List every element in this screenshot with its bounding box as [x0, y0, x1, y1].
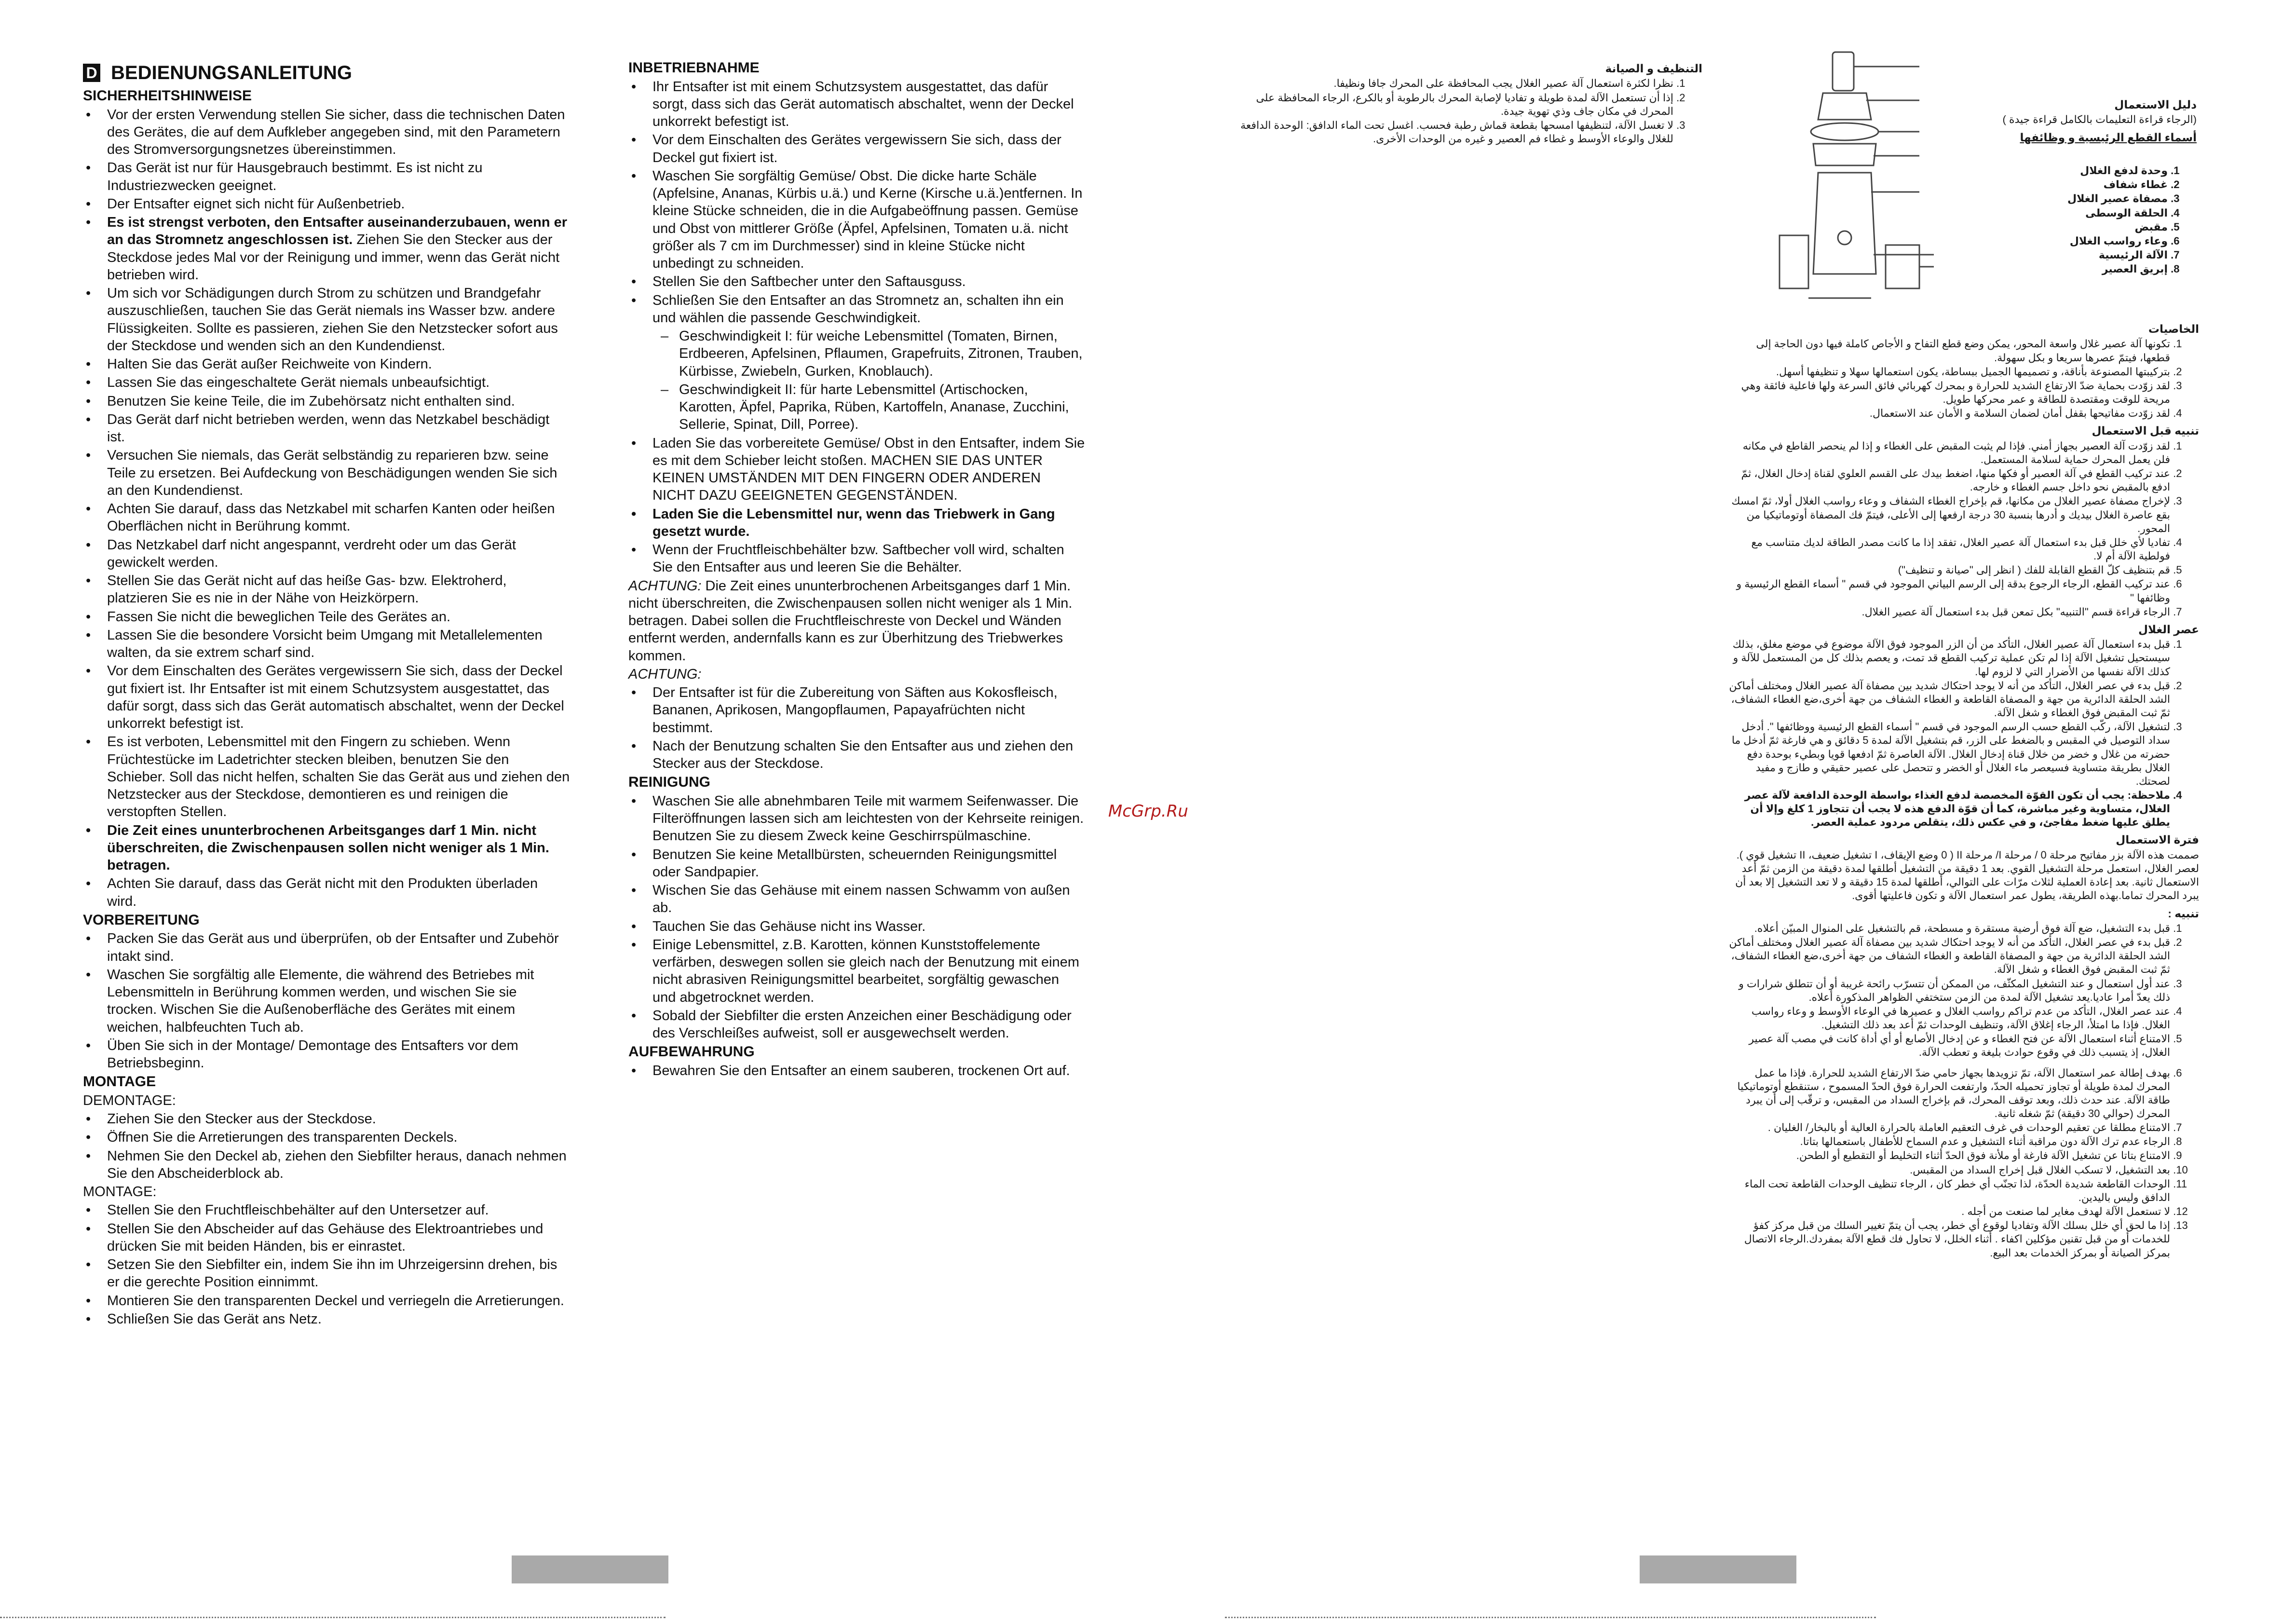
- duration-text: صممت هذه الآلة بزر مفاتيح مرحلة 0 / مرحلة I/ مرحلة II ( 0 وضع الإيقاف، I تشغيل ضعيف، II تشغيل قوي ). لعصر الغلال، استعمل مرحلة التشغيل القوي. بعد 1 دقيقة من التشغيل أطلقها لمدة دقيقة من الزمن ثمّ أعد الاستعمال ثانية. بعد إعادة العملية لثلاث مرّات على التوالي، أطلقها لمدة 15 دقيقة و لا تعد التشغيل إلا بعد أن يبرد المحرك تماما.بهذه الطريقة، يطول عمر استعمال الآلة و تكون فاعليتها أقوى.: [1735, 848, 2199, 902]
- list-item: • Stellen Sie den Saftbecher unter den Saftausguss.: [652, 273, 1085, 290]
- list-item: • Laden Sie die Lebensmittel nur, wenn das Triebwerk in Gang gesetzt wurde.: [652, 505, 1085, 541]
- duration-heading: فترة الاستعمال: [2116, 833, 2199, 846]
- list-item: • Vor dem Einschalten des Gerätes vergewissern Sie sich, dass der Deckel gut fixiert ist. Ihr Entsafter ist mit einem Schutzsystem ausgestattet, das dafür sorgt, dass sich das Gerät automatisch abschaltet, wenn der Deckel unkorrekt befestigt ist.: [107, 662, 570, 732]
- pusher-illustration: [1833, 52, 1854, 91]
- list-item: • Fassen Sie nicht die beweglichen Teile des Gerätes an.: [107, 608, 570, 626]
- cleaning-list: [628, 792, 1085, 1042]
- arabic-cleaning-section: [1220, 58, 1702, 146]
- prep-heading: VORBEREITUNG: [83, 912, 200, 928]
- list-item: • Üben Sie sich in der Montage/ Demontage des Entsafters vor dem Betriebsbeginn.: [107, 1037, 570, 1072]
- list-item: • Bewahren Sie den Entsafter an einem sauberen, trockenen Ort auf.: [652, 1062, 1085, 1079]
- list-item: 11. الوحدات القاطعة شديدة الحدّة، لذا تجنّب أي خطر كان ، الرجاء تنظيف الوحدات القاطعة تحت الماء الدافق وليس باليدين.: [1724, 1177, 2170, 1204]
- part-item: 6. وعاء رواسب الغلال: [1734, 234, 2168, 248]
- operation-list-2: [628, 435, 1085, 576]
- list-item: 4. لقد زوّدت مفاتيحها بقفل أمان لضمان السلامة و الأمان عند الاستعمال.: [1724, 407, 2170, 420]
- operation-heading: INBETRIEBNAHME: [628, 60, 760, 76]
- warning-rest: Ziehen Sie den Stecker aus der Steckdose jedes Mal vor der Reinigung und immer, wenn das Gerät nicht betrieben wird.: [107, 232, 560, 283]
- list-item: 8. الرجاء عدم ترك الآلة دون مراقبة أثناء التشغيل و عدم السماح للأطفال باستعمالها بتاتا.: [1724, 1135, 2170, 1148]
- mount-list: [83, 1201, 570, 1328]
- list-item: • Achten Sie darauf, dass das Netzkabel mit scharfen Kanten oder heißen Oberflächen nicht in Berührung kommt.: [107, 500, 570, 535]
- list-item: • Wenn der Fruchtfleischbehälter bzw. Saftbecher voll wird, schalten Sie den Entsafter aus und leeren Sie die Behälter.: [652, 541, 1085, 576]
- list-item: 3. عند أول استعمال و عند التشغيل المكثّف، من الممكن أن تتسرّب رائحة غريبة أو أن تتطلق شرارات و ذلك يعدّ أمرا عاديا.يعد تشغيل الآلة لمدة من الزمن ستختفي الظواهر المذكورة أعلاه.: [1724, 977, 2170, 1004]
- list-item: 10. بعد التشغيل، لا تسكب الغلال قبل إخراج السداد من المقبس.: [1724, 1163, 2170, 1177]
- page-number-bar-left: [512, 1555, 668, 1583]
- parts-heading: أسماء القطع الرئيسية و وظائفها: [2020, 131, 2197, 144]
- list-item: 2. قبل بدء في عصر الغلال، التأكد من أنه لا يوجد احتكاك شديد بين مصفاة آلة عصير الغلال ومختلف أماكن الشد الحلقة الدائرية من جهة و المصفاة القاطعة و الغطاء الشفاف من جهة أخرى،ضع الغطاء الشفاف، ثمّ ثبت المقبض فوق الغطاء و شغل الآلة.: [1724, 936, 2170, 976]
- list-item: 1. قبل بدء التشغيل، ضع آلة فوق أرضية مستقرة و مسطحة، قم بالتشغيل على المنوال المبيّن أعلاه.: [1724, 922, 2170, 935]
- watermark: McGrp.Ru: [1108, 802, 1188, 821]
- list-item: • Stellen Sie das Gerät nicht auf das heiße Gas- bzw. Elektroherd, platzieren Sie es nie in der Nähe von Heizkörpern.: [107, 572, 570, 607]
- list-item: • Um sich vor Schädigungen durch Strom zu schützen und Brandgefahr auszuschließen, tauchen Sie das Gerät niemals ins Wasser bzw. andere Flüssigkeiten. Sollte es passieren, ziehen Sie den Netzstecker sofort aus der Steckdose und wenden sich an den Kundendienst.: [107, 285, 570, 355]
- bold-warning: Es ist strengst verboten, den Entsafter auseinanderzubauen, wenn er an das Stromnetz angeschlossen ist.: [107, 215, 568, 248]
- attention-label-2: ACHTUNG:: [628, 666, 702, 682]
- arabic-cleaning-list: [1220, 77, 1702, 146]
- before-use-list: [1724, 439, 2199, 619]
- attention-text: Die Zeit eines ununterbrochenen Arbeitsganges darf 1 Min. nicht überschreiten, die Zwischenpausen sollen nicht weniger als 1 Min. betragen. Dabei sollen die Fruchtfleischreste von Deckel und Wänden entfernt werden, andernfalls kann es zur Überhitzung des Triebwerkes kommen.: [628, 578, 1073, 664]
- list-item: • Schließen Sie den Entsafter an das Stromnetz an, schalten ihn ein und wählen die passende Geschwindigkeit.: [652, 292, 1085, 327]
- attention-list: [628, 684, 1085, 772]
- part-item: 3. مصفاة عصير الغلال: [1734, 192, 2168, 205]
- list-item: 1. لقد زوّدت آلة العصير بجهاز أمني. فإذا لم يثبت المقبض على الغطاء و إذا لم ينحصر القاطع في مكانه فلن يعمل المحرك حماية لسلامة المستعمل.: [1724, 439, 2170, 466]
- german-column-right: [628, 58, 1085, 1080]
- list-item: • Waschen Sie sorgfältig Gemüse/ Obst. Die dicke harte Schäle (Apfelsine, Ananas, Kürbis u.ä.) und Kerne (Kirsche u.ä.)entfernen. In kleine Stücke schneiden, die in die Aufgabeöffnung passen. Gemüse und Obst von mittlerer Größe (Äpfel, Apfelsinen, Tomaten u.ä. nicht größer als 7 cm im Durchmesser) sind in kleine Stücke nicht unbedingt zu schneiden.: [652, 167, 1085, 273]
- list-item: 13. إذا ما لحق أي خلل بسلك الآلة وتفاديا لوقوع أي خطر، يجب أن يتمّ تغيير السلك من قبل مركز كفؤ للخدمات أو من قبل تقنين مؤكلين اكفاء . أثناء الخلل، لا تحاول فك قطع الآلة بمفردك.الرجاء الاتصال بمركز الصيانة أو بمركز الخدمات بعد البيع.: [1724, 1219, 2170, 1259]
- mount-label: MONTAGE:: [83, 1184, 157, 1200]
- list-item: 9. الامتناع بتاتا عن تشغيل الآلة فارغة أو ملأنة فوق الحدّ أثناء التخليط أو التقطيع أو الطحن.: [1724, 1149, 2170, 1162]
- cleaning-heading: REINIGUNG: [628, 774, 711, 791]
- list-item: • Einige Lebensmittel, z.B. Karotten, können Kunststoffelemente verfärben, deswegen sollen sie gleich nach der Benutzung mit einem nicht abrasiven Reinigungsmittel bearbeitet, sorgfältig gewaschen und abgetrocknet werden.: [652, 936, 1085, 1006]
- list-item: • Ihr Entsafter ist mit einem Schutzsystem ausgestattet, das dafür sorgt, dass sich das Gerät automatisch abschaltet, wenn der Deckel unkorrekt befestigt ist.: [652, 78, 1085, 131]
- list-item: 6. بهدف إطالة عمر استعمال الآلة، تمّ تزويدها بجهاز حامي ضدّ الارتفاع الشديد للحرارة. فإذا ما عمل المحرك لمدة طويلة أو تجاوز تحميله الحدّ، وارتفعت الحرارة فوق الحدّ المسموح ، ستنقطع أوتوماتيكيا طاقة الآلة. عند حدث ذلك، وبعد توقف المحرك، قم بإخراج السداد من المقبس، و ترقّب إلى أن يبرد المحرك (حوالي 30 دقيقة) ثمّ شغله ثانية.: [1724, 1066, 2170, 1121]
- juicing-heading: عصر الغلال: [2138, 623, 2199, 636]
- list-item: • Stellen Sie den Abscheider auf das Gehäuse des Elektroantriebes und drücken Sie mit beiden Händen, bis er einrastet.: [107, 1220, 570, 1255]
- german-column-left: [83, 58, 570, 1329]
- guide-subtitle: (الرجاء قراءة التعليمات بالكامل قراءة جيدة ): [2002, 113, 2197, 126]
- list-item: • Die Zeit eines ununterbrochenen Arbeitsganges darf 1 Min. nicht überschreiten, die Zwischenpausen sollen nicht weniger als 1 Min. betragen.: [107, 822, 570, 874]
- part-item: 1. وحدة لدفع الغلال: [1734, 164, 2168, 177]
- list-item: • Schließen Sie das Gerät ans Netz.: [107, 1310, 570, 1328]
- list-item: • Vor der ersten Verwendung stellen Sie sicher, dass die technischen Daten des Gerätes, die auf dem Aufkleber angegeben sind, mit den Parametern des Stromversorgungsnetzes übereinstimmen.: [107, 106, 570, 159]
- list-item: • Achten Sie darauf, dass das Gerät nicht mit den Produkten überladen wird.: [107, 875, 570, 910]
- speed-list: [628, 327, 1085, 434]
- list-item: 4. ملاحظة: يجب أن تكون القوّة المخصصة لدفع الغذاء بواسطة الوحدة الدافعة لآلة عصر الغلال، متساوية وغير مباشرة، كما أن قوّة الدفع هذه لا يجب أن تتجاوز 1 كلغ وإلا أن يطلق عليها ضغط مفاجئ، و في عكس ذلك، يتقلص مردود عملية العصر.: [1724, 789, 2170, 829]
- features-list: [1724, 337, 2199, 420]
- list-item: • Der Entsafter ist für die Zubereitung von Säften aus Kokosfleisch, Bananen, Aprikosen, Mangopflaumen, Papayafrüchten nicht bestimmt.: [652, 684, 1085, 736]
- attention-label: ACHTUNG:: [628, 578, 702, 594]
- list-item: • Das Gerät darf nicht betrieben werden, wenn das Netzkabel beschädigt ist.: [107, 411, 570, 446]
- list-item: • Wischen Sie das Gehäuse mit einem nassen Schwamm von außen ab.: [652, 882, 1085, 917]
- list-item: 4. تفاديا لأي خلل قبل بدء استعمال آلة عصير الغلال، تفقد إذا ما كانت مصدر الطاقة لديك متناسب مع فولطية الآلة أم لا.: [1724, 536, 2170, 563]
- speed-item: – Geschwindigkeit II: für harte Lebensmittel (Artischocken, Karotten, Äpfel, Paprika, Rüben, Kartoffeln, Ananase, Zucchini, Sellerie, Spinat, Dill, Porree).: [679, 381, 1085, 434]
- list-item: • Nehmen Sie den Deckel ab, ziehen den Siebfilter heraus, danach nehmen Sie den Abscheiderblock ab.: [107, 1147, 570, 1183]
- features-heading: الخاصيات: [2148, 323, 2199, 335]
- storage-heading: AUFBEWAHRUNG: [628, 1044, 755, 1060]
- list-item: • Nach der Benutzung schalten Sie den Entsafter aus und ziehen den Stecker aus der Steckdose.: [652, 737, 1085, 773]
- list-item: • Waschen Sie sorgfältig alle Elemente, die während des Betriebes mit Lebensmitteln in Berührung kommen werden, und wischen Sie sie trocken. Wischen Sie die Außenoberfläche des Gerätes mit einem weichen, halbfeuchten Tuch ab.: [107, 966, 570, 1036]
- list-item: • Ziehen Sie den Stecker aus der Steckdose.: [107, 1110, 570, 1128]
- safety-heading: SICHERHEITSHINWEISE: [83, 88, 252, 104]
- language-badge: D: [83, 64, 100, 82]
- list-item: • Lassen Sie die besondere Vorsicht beim Umgang mit Metallelementen walten, da sie extrem scharf sind.: [107, 627, 570, 662]
- part-item: 5. مقبض: [1734, 220, 2168, 234]
- list-item: • Stellen Sie den Fruchtfleischbehälter auf den Untersetzer auf.: [107, 1201, 570, 1219]
- list-item: 6. عند تركيب القطع، الرجاء الرجوع بدقة إلى الرسم البياني الموجود في قسم " أسماء القطع الرئيسية و وظائفها ": [1724, 577, 2170, 604]
- page-title: [83, 61, 570, 85]
- list-item: • Halten Sie das Gerät außer Reichweite von Kindern.: [107, 355, 570, 373]
- list-item: 2. بتركيبتها المصنوعة بأناقة، و تصميمها الجميل ببساطة، يكون استعمالها سهلا و تنظيفها أسهل.: [1724, 365, 2170, 379]
- list-item: 1. نظرا لكثرة استعمال آلة عصير الغلال يجب المحافظة على المحرك جافا ونظيفا.: [1220, 77, 1673, 90]
- list-item: 3. لتشغيل الآلة، ركّب القطع حسب الرسم الموجود في قسم " أسماء القطع الرئيسية ووظائفها ". أدخل سداد التوصيل في المقبس و بالضغط على الزر، قم بتشغيل الآلة لمدة 5 دقائق و هي فارغة ثمّ أدخل ما حضرته من غلال و خضر من خلال قناة إدخال الغلال. الآلة العاصرة ثمّ ادفعها قويا وبطيء بوحدة دفع الغلال بطريقة متساوية فسيعصر ماء الغلال أو الخضر و تتحصل على عصير حقيقي و طازج و مفيد لصحتك.: [1724, 720, 2170, 788]
- list-item: 4. عند عصر الغلال، التأكد من عدم تراكم رواسب الغلال و عصيرها في الوعاء الأوسط و وعاء رواسب الغلال. فإذا ما امتلأ، الرجاء إغلاق الآلة، وتنظيف الوحدات ثمّ أعد بعد ذلك التشغيل.: [1724, 1005, 2170, 1032]
- list-item: • Es ist verboten, Lebensmittel mit den Fingern zu schieben. Wenn Früchtestücke im Ladetrichter stecken bleiben, benutzen Sie den Schieber. Soll das nicht helfen, schalten Sie das Gerät aus und ziehen den Netzstecker aus der Steckdose, demontieren es und reinigen die verstopften Stellen.: [107, 733, 570, 820]
- guide-title: دليل الاستعمال: [2114, 98, 2197, 111]
- warning-heading: تنبيه :: [2168, 907, 2199, 920]
- list-item: 5. قم بتنظيف كلّ القطع القابلة للفك ( انظر إلى "صيانة و تنظيف"): [1724, 563, 2170, 577]
- cut-line-right: [1225, 1617, 1876, 1618]
- list-item: 3. لا تغسل الآلة، لتنظيفها امسحها بقطعة قماش رطبة فحسب. اغسل تحت الماء الدافق: الوحدة الدافعة للغلال والوعاء الأوسط و غطاء فم العصير و غيره من الوحدات الأخرى.: [1220, 119, 1673, 146]
- mount-heading: MONTAGE: [83, 1074, 156, 1090]
- list-item: • Laden Sie das vorbereitete Gemüse/ Obst in den Entsafter, indem Sie es mit dem Schieber leicht stoßen. MACHEN SIE DAS UNTER KEINEN UMSTÄNDEN MIT DEN FINGERN ODER ANDEREN NICHT DAZU GEEIGNETEN GEGENSTÄNDEN.: [652, 435, 1085, 505]
- part-item: 8. إبريق العصير: [1734, 262, 2168, 276]
- list-item: 1. تكونها آلة عصير غلال واسعة المحور، يمكن وضع قطع التفاح و الأجاص كاملة فيها دون الحاجة إلى قطعها، فيتمّ عصرها سريعا و بكل سهولة.: [1724, 337, 2170, 364]
- warning-list-2: [1724, 1066, 2199, 1260]
- parts-list: [1734, 164, 2197, 276]
- list-item: 12. لا تستعمل الآلة لهدف مغاير لما صنعت من أجله .: [1724, 1205, 2170, 1218]
- list-item: • Tauchen Sie das Gehäuse nicht ins Wasser.: [652, 918, 1085, 935]
- list-item: • Vor dem Einschalten des Gerätes vergewissern Sie sich, dass der Deckel gut fixiert ist.: [652, 131, 1085, 166]
- list-item: 7. الرجاء قراءة قسم "التنبيه" بكل تمعن قبل بدء استعمال آلة عصير الغلال.: [1724, 605, 2170, 619]
- list-item: • Der Entsafter eignet sich nicht für Außenbetrieb.: [107, 195, 570, 213]
- list-item: 1. قبل بدء استعمال آلة عصير الغلال، التأكد من أن الزر الموجود فوق الآلة موضوع في موضع مغلق، بذلك سيستحيل تشغيل الآلة إذا لم تكن عملية تركيب القطع قد تمت، و يعصم بذلك كل من المستعمل للآلة و كذلك الآلة نفسها من الأضرار التي لا لزوم لها.: [1724, 638, 2170, 678]
- juicing-list: [1724, 638, 2199, 829]
- list-item: • Das Gerät ist nur für Hausgebrauch bestimmt. Es ist nicht zu Industriezwecken geeignet.: [107, 159, 570, 194]
- part-item: 2. غطاء شفاف: [1734, 178, 2168, 191]
- before-use-heading: تنبيه قبل الاستعمال: [2092, 424, 2199, 437]
- operation-list: [628, 78, 1085, 327]
- part-item: 4. الحلقة الوسطى: [1734, 206, 2168, 220]
- list-item: 2. إذا أن تستعمل الآلة لمدة طويلة و تفاديا لإصابة المحرك بالرطوبة أو بالكرع، الرجاء المحافظة على المحرك في مكان جاف وذي تهوية جيدة.: [1220, 91, 1673, 118]
- list-item: • Lassen Sie das eingeschaltete Gerät niemals unbeaufsichtigt.: [107, 374, 570, 391]
- list-item: [107, 214, 570, 284]
- cut-line-left: [0, 1617, 666, 1618]
- title-text: BEDIENUNGSANLEITUNG: [111, 62, 353, 83]
- part-item: 7. الآلة الرئيسية: [1734, 248, 2168, 262]
- warning-list: [1724, 922, 2199, 1060]
- attention-paragraph: [628, 577, 1085, 665]
- list-item: • Das Netzkabel darf nicht angespannt, verdreht oder um das Gerät gewickelt werden.: [107, 536, 570, 572]
- arabic-cleaning-heading: التنظيف و الصيانة: [1605, 62, 1702, 75]
- prep-list: [83, 930, 570, 1072]
- list-item: • Waschen Sie alle abnehmbaren Teile mit warmem Seifenwasser. Die Filteröffnungen lassen sich am leichtesten von der Kehrseite reinigen. Benutzen Sie zu diesem Zweck keine Geschirrspülmaschine.: [652, 792, 1085, 845]
- page-number-bar-right: [1640, 1555, 1796, 1583]
- storage-list: [628, 1062, 1085, 1079]
- list-item: • Benutzen Sie keine Teile, die im Zubehörsatz nicht enthalten sind.: [107, 393, 570, 410]
- list-item: 3. لقد زوّدت بحماية ضدّ الارتفاع الشديد للحرارة و بمحرك كهربائي فائق السرعة ولها فاعلية فائقة وهي مريحة للوقت ومقتصدة للطاقة و عمر محركها طويل.: [1724, 379, 2170, 406]
- demount-list: [83, 1110, 570, 1182]
- list-item: 5. الامتناع أثناء استعمال الآلة عن فتح الغطاء و عن إدخال الأصابع أو أي أداة كانت في مصب آلة عصير الغلال، إذ يتسبب ذلك في وقوع حوادث بليغة و تعطب الآلة.: [1724, 1032, 2170, 1059]
- list-item: 7. الامتناع مطلقا عن تعقيم الوحدات في غرف التعقيم العاملة بالحرارة العالية أو بالبخار/ الغليان .: [1724, 1121, 2170, 1134]
- list-item: 2. قبل بدء في عصر الغلال، التأكد من أنه لا يوجد احتكاك شديد بين مصفاة آلة عصير الغلال ومختلف أماكن الشد الحلقة الدائرية من جهة و المصفاة القاطعة و الغطاء الشفاف من جهة أخرى،ضع الغطاء الشفاف، ثمّ ثبت المقبض فوق الغطاء و شغل الآلة.: [1724, 679, 2170, 720]
- list-item: • Öffnen Sie die Arretierungen des transparenten Deckels.: [107, 1129, 570, 1146]
- demount-label: DEMONTAGE:: [83, 1092, 176, 1108]
- list-item: • Benutzen Sie keine Metallbürsten, scheuernden Reinigungsmittel oder Sandpapier.: [652, 846, 1085, 881]
- list-item: 3. لإخراج مصفاة عصير الغلال من مكانها، قم بإخراج الغطاء الشفاف و وعاء رواسب الغلال أولا، ثمّ امسك بقع عاصرة الغلال بيديك و أدرها بنسبة 30 درجة ارفعها إلى الأعلى، فيتمّ فك المصفاة أوتوماتيكيا من المحور.: [1724, 494, 2170, 535]
- safety-list: [83, 106, 570, 910]
- list-item: • Versuchen Sie niemals, das Gerät selbständig zu reparieren bzw. seine Teile zu ersetzen. Bei Aufdeckung von Beschädigungen wenden Sie sich an den Kundendienst.: [107, 447, 570, 499]
- arabic-body: [1724, 318, 2199, 1260]
- list-item: • Sobald der Siebfilter die ersten Anzeichen einer Beschädigung oder des Verschleißes aufweist, soll er ausgewechselt werden.: [652, 1007, 1085, 1042]
- arabic-guide-section: [1734, 94, 2197, 276]
- list-item: 2. عند تركيب القطع في آلة العصير أو فكها منها، اضغط بيدك على القسم العلوي لقناة إدخال الغلال، ثمّ ادفع بالمقبض نحو داخل جسم الغطاء و خارجه.: [1724, 467, 2170, 494]
- list-item: • Packen Sie das Gerät aus und überprüfen, ob der Entsafter und Zubehör intakt sind.: [107, 930, 570, 965]
- speed-item: – Geschwindigkeit I: für weiche Lebensmittel (Tomaten, Birnen, Erdbeeren, Apfelsinen, Pflaumen, Grapefruits, Zitronen, Trauben, Kürbisse, Zwiebeln, Gurken, Knoblauch).: [679, 327, 1085, 380]
- list-item: • Setzen Sie den Siebfilter ein, indem Sie ihn im Uhrzeigersinn drehen, bis er die gerechte Position einnimmt.: [107, 1256, 570, 1291]
- list-item: • Montieren Sie den transparenten Deckel und verriegeln die Arretierungen.: [107, 1292, 570, 1309]
